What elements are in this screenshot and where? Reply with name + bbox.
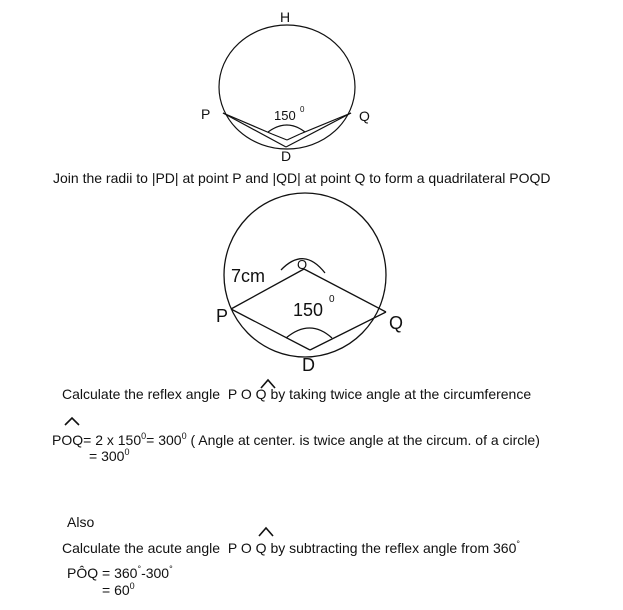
angle-label-1: 150 xyxy=(274,108,296,123)
angle-arc-1 xyxy=(268,125,305,132)
eq1-line2: = 300 xyxy=(89,448,125,464)
step-2-prefix: Calculate the acute angle xyxy=(62,540,220,556)
step-1-suffix: by taking twice angle at the circumference xyxy=(270,386,532,402)
eq1-mid1: = 2 x 150 xyxy=(83,432,142,448)
label-h: H xyxy=(280,9,291,25)
step-1-line xyxy=(62,386,531,402)
step-2-suffix: by subtracting the reflex angle from 360 xyxy=(270,540,517,556)
eq1-reason: ( Angle at center. is twice angle at the circum. of a circle) xyxy=(186,432,540,448)
label-q-1: Q xyxy=(359,108,370,124)
eq1-sup2: 0 xyxy=(181,431,187,441)
label-p-2: P xyxy=(216,306,229,326)
eq2-lhs: PÔQ xyxy=(67,565,99,581)
label-d-1: D xyxy=(281,148,292,164)
eq2-line1-a: = 360 xyxy=(102,565,138,581)
step-1-prefix: Calculate the reflex angle xyxy=(62,386,220,402)
eq2-line2-sup: 0 xyxy=(129,581,135,591)
label-d-2: D xyxy=(302,355,315,375)
eq2-sup2: ° xyxy=(169,564,173,574)
label-q-2: Q xyxy=(389,313,404,333)
eq2-line1-b: -300 xyxy=(141,565,170,581)
line-mid-d-2 xyxy=(287,134,300,140)
d-angle-arc xyxy=(286,328,332,338)
figure-2 xyxy=(216,193,403,375)
caption-1: Join the radii to |PD| at point P and |QD| at point Q to form a quadrilateral POQD xyxy=(53,170,551,186)
eq2-sup1: ° xyxy=(137,564,142,574)
angle-label-2: 150 xyxy=(293,300,324,320)
label-p-1: P xyxy=(201,106,211,122)
radius-label: 7cm xyxy=(231,266,266,286)
eq1-lhs: POQ xyxy=(52,432,84,448)
step-1-angle: P O Q xyxy=(227,386,267,402)
eq2-line2: = 60 xyxy=(102,582,130,598)
degree-mark-1: 0 xyxy=(300,105,305,114)
step-2-angle: P O Q xyxy=(227,540,267,556)
hat-eq1 xyxy=(65,418,79,425)
degree-mark-2: 0 xyxy=(329,294,335,305)
line-mid-d xyxy=(272,134,287,140)
line-q-mid xyxy=(300,113,351,134)
step-2-line xyxy=(62,536,520,556)
equation-1-line-2 xyxy=(89,444,129,464)
eq1-sup3: 0 xyxy=(124,447,130,457)
equation-2-line-2 xyxy=(102,578,135,598)
label-o: O xyxy=(297,257,308,272)
step-2-sup: ° xyxy=(516,539,520,549)
also-label: Also xyxy=(67,514,95,530)
circle-1 xyxy=(219,25,355,149)
eq1-mid2: = 300 xyxy=(146,432,182,448)
figure-1 xyxy=(201,9,370,164)
line-p-mid xyxy=(223,113,272,134)
hat-step2 xyxy=(259,528,273,536)
eq1-sup1: 0 xyxy=(141,431,147,441)
